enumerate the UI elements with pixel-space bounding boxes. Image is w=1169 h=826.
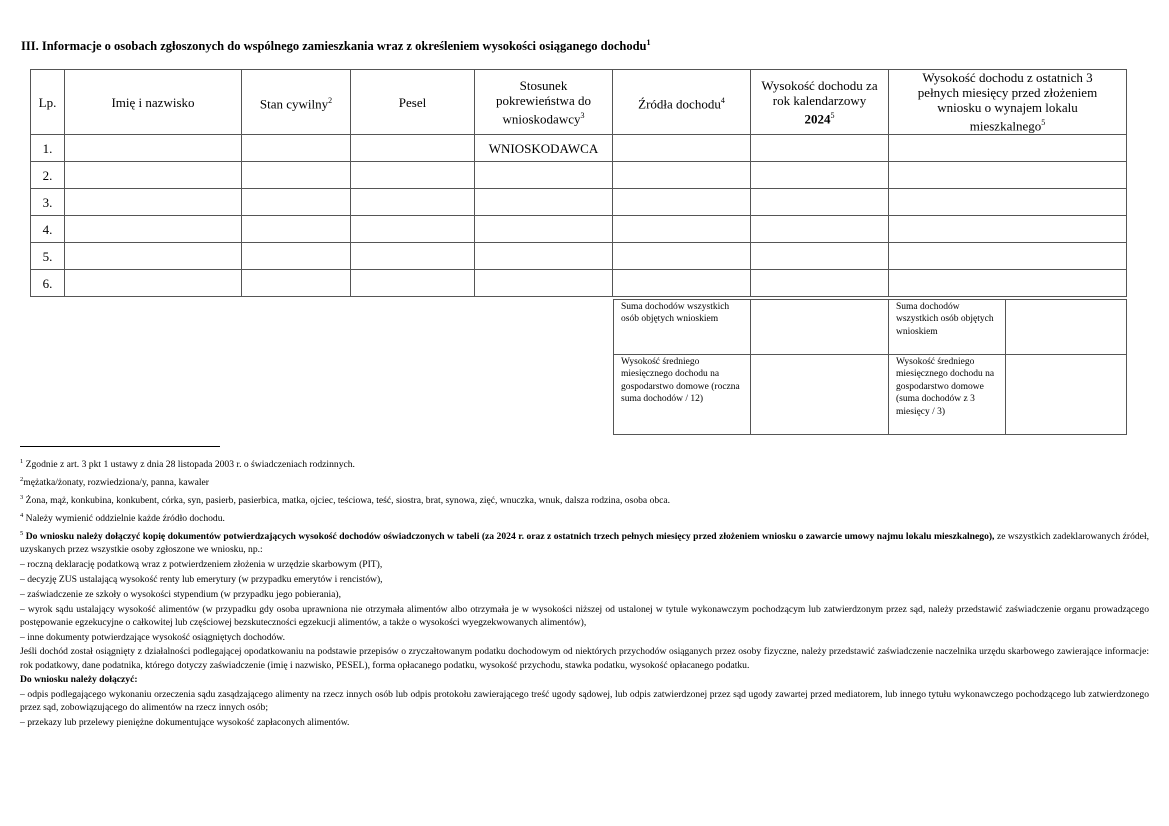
cell-lp: 2.	[31, 162, 65, 189]
cell-relation[interactable]	[475, 162, 613, 189]
table-row	[31, 216, 1127, 243]
cell-income-year[interactable]	[751, 216, 889, 243]
footnotes	[20, 455, 1149, 731]
footnote-ref: 1	[646, 38, 651, 47]
label-sum-3-months: Suma dochodów wszystkich osób objętych wnioskiem	[889, 300, 1006, 355]
label-sum-year: Suma dochodów wszystkich osób objętych wnioskiem	[614, 300, 751, 355]
footnote-2: $^2$mężatka/żonaty, rozwiedziona/y, panna, kawaler	[20, 475, 209, 489]
summary-table	[613, 299, 1127, 435]
value-sum-3-months[interactable]	[1006, 300, 1127, 355]
cell-relation[interactable]	[475, 216, 613, 243]
value-average-3-months[interactable]	[1006, 355, 1127, 435]
cell-name[interactable]	[65, 162, 242, 189]
table-row	[31, 162, 1127, 189]
cell-name[interactable]	[65, 243, 242, 270]
cell-pesel[interactable]	[351, 189, 475, 216]
cell-civil-status[interactable]	[242, 216, 351, 243]
cell-income-sources[interactable]	[613, 135, 751, 162]
cell-income-sources[interactable]	[613, 270, 751, 297]
footnote-separator	[20, 446, 220, 447]
header-income-sources: Źródła dochodu$^4$	[613, 70, 751, 135]
cell-relation[interactable]	[475, 243, 613, 270]
cell-relation[interactable]	[475, 270, 613, 297]
table-row	[31, 243, 1127, 270]
list-item: – roczną deklarację podatkową wraz z potwierdzeniem złożenia w urzędzie skarbowym (PIT),	[20, 559, 383, 571]
cell-income-sources[interactable]	[613, 243, 751, 270]
cell-income-year[interactable]	[751, 162, 889, 189]
cell-income-3-months[interactable]	[889, 216, 1127, 243]
cell-lp: 3.	[31, 189, 65, 216]
cell-lp: 5.	[31, 243, 65, 270]
cell-income-sources[interactable]	[613, 216, 751, 243]
header-civil-status: Stan cywilny$^2$	[242, 70, 351, 135]
cell-pesel[interactable]	[351, 135, 475, 162]
list-item: – przekazy lub przelewy pieniężne dokumentujące wysokość zapłaconych alimentów.	[20, 717, 350, 729]
header-lp: Lp.	[31, 70, 65, 135]
header-pesel: Pesel	[351, 70, 475, 135]
cell-relation[interactable]	[475, 189, 613, 216]
list-item: – zaświadczenie ze szkoły o wysokości stypendium (w przypadku jego pobierania),	[20, 588, 342, 600]
cell-civil-status[interactable]	[242, 270, 351, 297]
cell-relation: WNIOSKODAWCA	[475, 135, 613, 162]
section-title-text: III. Informacje o osobach zgłoszonych do wspólnego zamieszkania wraz z określeniem wysokości osiąganego dochodu	[21, 39, 647, 54]
cell-name[interactable]	[65, 135, 242, 162]
attachments-heading: Do wniosku należy dołączyć:	[20, 674, 138, 686]
cell-pesel[interactable]	[351, 243, 475, 270]
cell-income-year[interactable]	[751, 270, 889, 297]
table-row	[31, 270, 1127, 297]
section-title	[21, 38, 650, 54]
list-item: – odpis podlegającego wykonaniu orzeczenia sądu zasądzającego alimenty na rzecz innych osób lub odpis protokołu zawierającego treść ugody sądowej, lub odpis zatwierdzonej przez sąd ugody zawartej przed mediatorem, lub innego tytułu wykonawczego pochodzącego lub zatwierdzonego przez sąd, zobowiązującego do alimentów na rzecz innych osób;	[20, 689, 1149, 714]
header-relation: Stosunek pokrewieństwa do wnioskodawcy$^3$	[475, 70, 613, 135]
cell-name[interactable]	[65, 270, 242, 297]
label-average-3-months: Wysokość średniego miesięcznego dochodu na gospodarstwo domowe (suma dochodów z 3 miesięcy / 3)	[889, 355, 1006, 435]
footnote-3: $^3$ Żona, mąż, konkubina, konkubent, córka, syn, pasierb, pasierbica, matka, ojciec, teściowa, teść, siostra, brat, synowa, zięć, wnuczka, wnuk, dalsza rodzina, osoba obca.	[20, 493, 671, 507]
cell-income-3-months[interactable]	[889, 162, 1127, 189]
label-average-year: Wysokość średniego miesięcznego dochodu na gospodarstwo domowe (roczna suma dochodów / 12)	[614, 355, 751, 435]
footnote-4: $^4$ Należy wymienić oddzielnie każde źródło dochodu.	[20, 511, 225, 525]
cell-civil-status[interactable]	[242, 162, 351, 189]
cell-civil-status[interactable]	[242, 189, 351, 216]
cell-name[interactable]	[65, 189, 242, 216]
cell-pesel[interactable]	[351, 216, 475, 243]
cell-income-3-months[interactable]	[889, 135, 1127, 162]
header-name: Imię i nazwisko	[65, 70, 242, 135]
cell-civil-status[interactable]	[242, 243, 351, 270]
summary-row-sum	[614, 300, 1127, 355]
list-item: – inne dokumenty potwierdzające wysokość osiągniętych dochodów.	[20, 631, 286, 643]
cell-income-sources[interactable]	[613, 162, 751, 189]
table-header-row	[31, 70, 1127, 135]
cell-income-3-months[interactable]	[889, 243, 1127, 270]
list-item: – decyzję ZUS ustalającą wysokość renty lub emerytury (w przypadku emerytów i rencistów),	[20, 573, 383, 585]
table-row	[31, 189, 1127, 216]
cell-name[interactable]	[65, 216, 242, 243]
cell-income-sources[interactable]	[613, 189, 751, 216]
value-average-year[interactable]	[751, 355, 889, 435]
summary-row-average	[614, 355, 1127, 435]
cell-income-year[interactable]	[751, 243, 889, 270]
cell-income-3-months[interactable]	[889, 270, 1127, 297]
value-sum-year[interactable]	[751, 300, 889, 355]
cell-pesel[interactable]	[351, 270, 475, 297]
cell-income-3-months[interactable]	[889, 189, 1127, 216]
cell-lp: 1.	[31, 135, 65, 162]
cell-lp: 6.	[31, 270, 65, 297]
cell-income-year[interactable]	[751, 135, 889, 162]
cell-civil-status[interactable]	[242, 135, 351, 162]
flat-tax-paragraph: Jeśli dochód został osiągnięty z działalności podlegającej opodatkowaniu na podstawie przepisów o zryczałtowanym podatku dochodowym od niektórych przychodów osiąganych przez osoby fizyczne, należy przedstawić zaświadczenie naczelnika urzędu skarbowego zawierające informacje: rok podatkowy, dane podatnika, którego dotyczy zaświadczenie (imię i nazwisko, PESEL), forma opłacanego podatku, wysokość przychodu, stawka podatku, wysokość opłacanego podatku.	[20, 646, 1149, 671]
cell-income-year[interactable]	[751, 189, 889, 216]
cell-lp: 4.	[31, 216, 65, 243]
footnote-1: $^1$ Zgodnie z art. 3 pkt 1 ustawy z dnia 28 listopada 2003 r. o świadczeniach rodzinnych.	[20, 458, 355, 471]
footnote-5: $^5$ Do wniosku należy dołączyć kopię dokumentów potwierdzających wysokość dochodów oświadczonych w tabeli (za 2024 r. oraz z ostatnich trzech pełnych miesięcy przed złożeniem wniosku o zawarcie umowy najmu lokalu mieszkalnego), ze wszystkich zadeklarowanych źródeł, uzyskanych przez wszystkie osoby zgłoszone we wniosku, np.:	[20, 529, 1150, 556]
cell-pesel[interactable]	[351, 162, 475, 189]
household-income-table	[30, 69, 1127, 297]
list-item: – wyrok sądu ustalający wysokość alimentów (w przypadku gdy osoba uprawniona nie otrzymała alimentów albo otrzymała je w wysokości niższej od ustalonej w tytule wykonawczym pochodzącym lub zatwierdzonym przez sąd, należy przedstawić zaświadczenie organu prowadzącego postępowanie egzekucyjne o całkowitej lub częściowej bezskuteczności egzekucji alimentów, a także o wysokości wyegzekwowanych alimentów),	[20, 603, 1149, 628]
header-income-year: Wysokość dochodu za rok kalendarzowy 2024$^5$	[751, 70, 889, 135]
table-row	[31, 135, 1127, 162]
header-income-3-months: Wysokość dochodu z ostatnich 3 pełnych miesięcy przed złożeniem wniosku o wynajem lokalu mieszkalnego$^5$	[889, 70, 1127, 135]
